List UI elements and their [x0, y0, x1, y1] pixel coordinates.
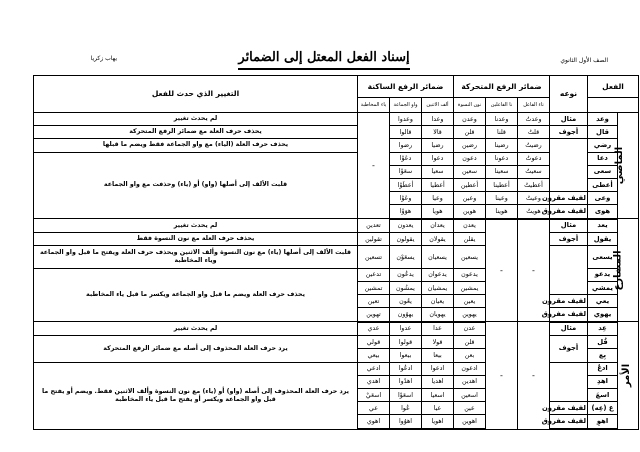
form-noon: عين	[454, 402, 486, 415]
tense-label	[613, 112, 639, 218]
dash-cell: -	[486, 322, 518, 429]
form-noon: يعين	[454, 295, 486, 308]
form-na: دعونا	[486, 152, 518, 165]
dash-cell: -	[486, 219, 518, 322]
form-waw: يهوُون	[390, 308, 422, 322]
form-yaa: تهوين	[358, 308, 390, 322]
col-head-change: التغيير الذي حدث للفعل	[34, 76, 358, 113]
change-note: يحذف حرف العلة مع ضمائر الرفع المتحركة	[34, 126, 358, 139]
form-waw: قالوا	[390, 126, 422, 139]
form-waw: وعَوْا	[390, 192, 422, 205]
col-head-still-pronouns: ضمائر الرفع الساكنة	[358, 76, 454, 98]
form-waw: سعَوْا	[390, 165, 422, 178]
form-noon: دعون	[454, 152, 486, 165]
form-noon: وعدن	[454, 112, 486, 125]
table-row	[34, 112, 639, 125]
change-note: لم يحدث تغيير	[34, 219, 358, 233]
type-cell	[550, 362, 588, 402]
form-na: رضينا	[486, 139, 518, 152]
form-yaa: تدعين	[358, 268, 390, 281]
verb-cell: وعى	[588, 192, 618, 205]
type-cell: لفيف مقرون	[550, 295, 588, 308]
form-na: هوينا	[486, 205, 518, 219]
type-cell: مثال	[550, 322, 588, 336]
form-noon: أعطين	[454, 179, 486, 192]
form-taa: قلتُ	[518, 126, 550, 139]
form-waw: رضوا	[390, 139, 422, 152]
verb-cell: وعد	[588, 112, 618, 125]
tense-text: الأمر	[620, 363, 632, 388]
form-noon: ادعون	[454, 362, 486, 375]
grade-label: الصف الأول الثانوي	[560, 57, 608, 64]
form-alef: وعيا	[422, 192, 454, 205]
form-waw: بيعوا	[390, 349, 422, 362]
verb-cell: اسعَ	[588, 388, 618, 401]
form-noon: قلن	[454, 336, 486, 349]
form-noon: يهوين	[454, 308, 486, 322]
sub-head-noon: نون النسوة	[454, 98, 486, 113]
verb-cell: يعي	[588, 295, 618, 308]
form-taa: رضيتُ	[518, 139, 550, 152]
type-cell: مثال	[550, 112, 588, 125]
form-alef: دعوا	[422, 152, 454, 165]
form-noon: وعين	[454, 192, 486, 205]
form-alef: يسعيان	[422, 246, 454, 268]
type-cell: أجوف	[550, 336, 588, 362]
form-alef: يعدان	[422, 219, 454, 233]
form-alef: هويا	[422, 205, 454, 219]
form-na: سعينا	[486, 165, 518, 178]
form-alef: يقولان	[422, 233, 454, 246]
form-alef: اسعيا	[422, 388, 454, 401]
form-waw: يسعَوْن	[390, 246, 422, 268]
verb-cell: يهوي	[588, 308, 618, 322]
form-taa: وعدتُ	[518, 112, 550, 125]
form-alef: يهويان	[422, 308, 454, 322]
sub-head-yaa: ياء المخاطبة	[358, 98, 390, 113]
form-noon: هوين	[454, 205, 486, 219]
form-alef: يمشيان	[422, 282, 454, 295]
verb-cell: بِع	[588, 349, 618, 362]
form-alef: اهديا	[422, 375, 454, 388]
form-waw: يقولون	[390, 233, 422, 246]
form-waw: اهوُوا	[390, 415, 422, 429]
form-taa: سعيتُ	[518, 165, 550, 178]
form-waw: ادعُوا	[390, 362, 422, 375]
change-note: يحذف حرف العلة (الياء) مع واو الجماعة فقط ويضم ما قبلها	[34, 139, 358, 152]
form-noon: اهدين	[454, 375, 486, 388]
form-alef: عيا	[422, 402, 454, 415]
form-yaa: عدي	[358, 322, 390, 336]
change-note: قلبت الألف إلى أصلها (واو) أو (ياء) وحذفت مع واو الجماعة	[34, 152, 358, 219]
form-noon: يدعون	[454, 268, 486, 281]
form-waw: يدعُون	[390, 268, 422, 281]
form-noon: بعن	[454, 349, 486, 362]
dash-cell: -	[518, 219, 550, 322]
col-head-verb-blank	[588, 98, 639, 113]
form-noon: اسعين	[454, 388, 486, 401]
table-row	[34, 152, 639, 165]
form-yaa: تعدين	[358, 219, 390, 233]
verb-cell: ع (عِه)	[588, 402, 618, 415]
form-waw: أعطَوْا	[390, 179, 422, 192]
form-yaa: اسعَيْ	[358, 388, 390, 401]
change-note: يحذف حرف العلة مع نون النسوة فقط	[34, 233, 358, 246]
form-noon: يعدن	[454, 219, 486, 233]
conjugation-table	[33, 75, 639, 430]
verb-cell: أعطى	[588, 179, 618, 192]
sub-head-taa: تاء الفاعل	[518, 98, 550, 113]
verb-cell: يدعو	[588, 268, 618, 281]
table-row	[34, 126, 639, 139]
author-label: يهاب زكريا	[90, 55, 117, 62]
col-head-moving-pronouns: ضمائر الرفع المتحركة	[454, 76, 550, 98]
table-row	[34, 139, 639, 152]
form-taa: وعيتُ	[518, 192, 550, 205]
form-yaa: ادعي	[358, 362, 390, 375]
form-noon: يمشين	[454, 282, 486, 295]
form-alef: أعطيا	[422, 179, 454, 192]
verb-cell: يسعى	[588, 246, 618, 268]
page-title: إسناد الفعل المعتل إلى الضمائر	[238, 50, 410, 65]
form-na: وعدنا	[486, 112, 518, 125]
change-note: لم يحدث تغيير	[34, 322, 358, 336]
sub-head-na: نا الفاعلين	[486, 98, 518, 113]
verb-cell: اهدِ	[588, 375, 618, 388]
form-waw: يعدون	[390, 219, 422, 233]
form-waw: يمشُون	[390, 282, 422, 295]
form-yaa: قولي	[358, 336, 390, 349]
verb-cell: يعد	[588, 219, 618, 233]
form-noon: يسعين	[454, 246, 486, 268]
type-cell: لفيف مفروق	[550, 308, 588, 322]
form-na: أعطينا	[486, 179, 518, 192]
form-noon: عدن	[454, 322, 486, 336]
form-noon: قلن	[454, 126, 486, 139]
verb-cell: قُل	[588, 336, 618, 349]
tense-text: الماضي	[613, 146, 625, 185]
change-note: يحذف حرف العلة ويضم ما قبل واو الجماعة ويكسر ما قبل ياء المخاطبة	[34, 268, 358, 321]
form-taa: دعوتُ	[518, 152, 550, 165]
dash-cell: -	[518, 322, 550, 429]
form-yaa: بيعي	[358, 349, 390, 362]
form-waw: وعدوا	[390, 112, 422, 125]
header-row-main	[34, 76, 639, 98]
form-noon: سعين	[454, 165, 486, 178]
col-head-type: نوعه	[550, 76, 588, 113]
table-row	[34, 219, 639, 233]
form-yaa: اهدي	[358, 375, 390, 388]
form-waw: دعَوْا	[390, 152, 422, 165]
form-alef: رضيا	[422, 139, 454, 152]
form-alef: قالا	[422, 126, 454, 139]
form-waw: هوَوْا	[390, 205, 422, 219]
verb-cell: سعى	[588, 165, 618, 178]
change-note: لم يحدث تغيير	[34, 112, 358, 125]
form-taa: هويتُ	[518, 205, 550, 219]
verb-cell: هوى	[588, 205, 618, 219]
verb-cell: اهوِ	[588, 415, 618, 429]
form-waw: اسعَوْا	[390, 388, 422, 401]
form-yaa: تسعين	[358, 246, 390, 268]
type-cell: لفيف مقرون	[550, 402, 588, 415]
form-waw: يعُون	[390, 295, 422, 308]
verb-cell: قال	[588, 126, 618, 139]
form-yaa: عي	[358, 402, 390, 415]
form-alef: عدا	[422, 322, 454, 336]
form-taa: أعطيتُ	[518, 179, 550, 192]
verb-cell: دعا	[588, 152, 618, 165]
form-noon: اهوين	[454, 415, 486, 429]
form-yaa: تعين	[358, 295, 390, 308]
change-note: يرد حرف العلة المحذوف إلى أصله مع ضمائر الرفع المتحركة	[34, 336, 358, 362]
verb-cell: رضي	[588, 139, 618, 152]
form-noon: رضين	[454, 139, 486, 152]
tense-label	[618, 322, 639, 429]
table-row	[34, 322, 639, 336]
form-alef: ادعوا	[422, 362, 454, 375]
form-yaa: تقولين	[358, 233, 390, 246]
form-noon: يقلن	[454, 233, 486, 246]
form-waw: اهدُوا	[390, 375, 422, 388]
form-waw: قولوا	[390, 336, 422, 349]
type-cell	[550, 246, 588, 295]
type-cell: لفيف مفروق	[550, 205, 588, 219]
form-yaa: تمشين	[358, 282, 390, 295]
dash-cell: -	[358, 112, 390, 218]
form-na: قلنا	[486, 126, 518, 139]
form-alef: وعدا	[422, 112, 454, 125]
verb-cell: يقول	[588, 233, 618, 246]
col-head-verb: الفعل	[588, 76, 639, 98]
form-waw: عُوا	[390, 402, 422, 415]
form-alef: اهويا	[422, 415, 454, 429]
form-alef: قولا	[422, 336, 454, 349]
form-alef: بيعا	[422, 349, 454, 362]
change-note: يرد حرف العلة المحذوف إلى أصله (واو) أو (ياء) مع نون النسوة وألف الاثنين فقط. ويضم أو يفتح ما قبل واو الجماعة ويكسر أو يفتح ما قبل ياء المخاطبة	[34, 362, 358, 429]
form-na: وعينا	[486, 192, 518, 205]
tense-label	[612, 219, 639, 322]
verb-cell: يمشي	[588, 282, 618, 295]
form-waw: عدوا	[390, 322, 422, 336]
tense-text: المضارع	[612, 250, 624, 291]
type-cell: لفيف مقرون	[550, 192, 588, 205]
form-alef: يعيان	[422, 295, 454, 308]
form-alef: سعيا	[422, 165, 454, 178]
type-cell: لفيف مفروق	[550, 415, 588, 429]
form-alef: يدعوان	[422, 268, 454, 281]
change-note: قلبت الألف إلى أصلها (ياء) مع نون النسوة وألف الاثنين ويحذف حرف العلة ويفتح ما قبل واو الجماعة وياء المخاطبة	[34, 246, 358, 268]
verb-cell: عِد	[588, 322, 618, 336]
verb-cell: ادعُ	[588, 362, 618, 375]
form-yaa: اهوي	[358, 415, 390, 429]
sub-head-alef: ألف الاثنين	[422, 98, 454, 113]
type-cell: مثال	[550, 219, 588, 233]
type-cell: أجوف	[550, 126, 588, 139]
sub-head-waw: واو الجماعة	[390, 98, 422, 113]
type-cell: أجوف	[550, 233, 588, 246]
title-underline	[238, 68, 410, 70]
type-cell	[550, 139, 588, 192]
